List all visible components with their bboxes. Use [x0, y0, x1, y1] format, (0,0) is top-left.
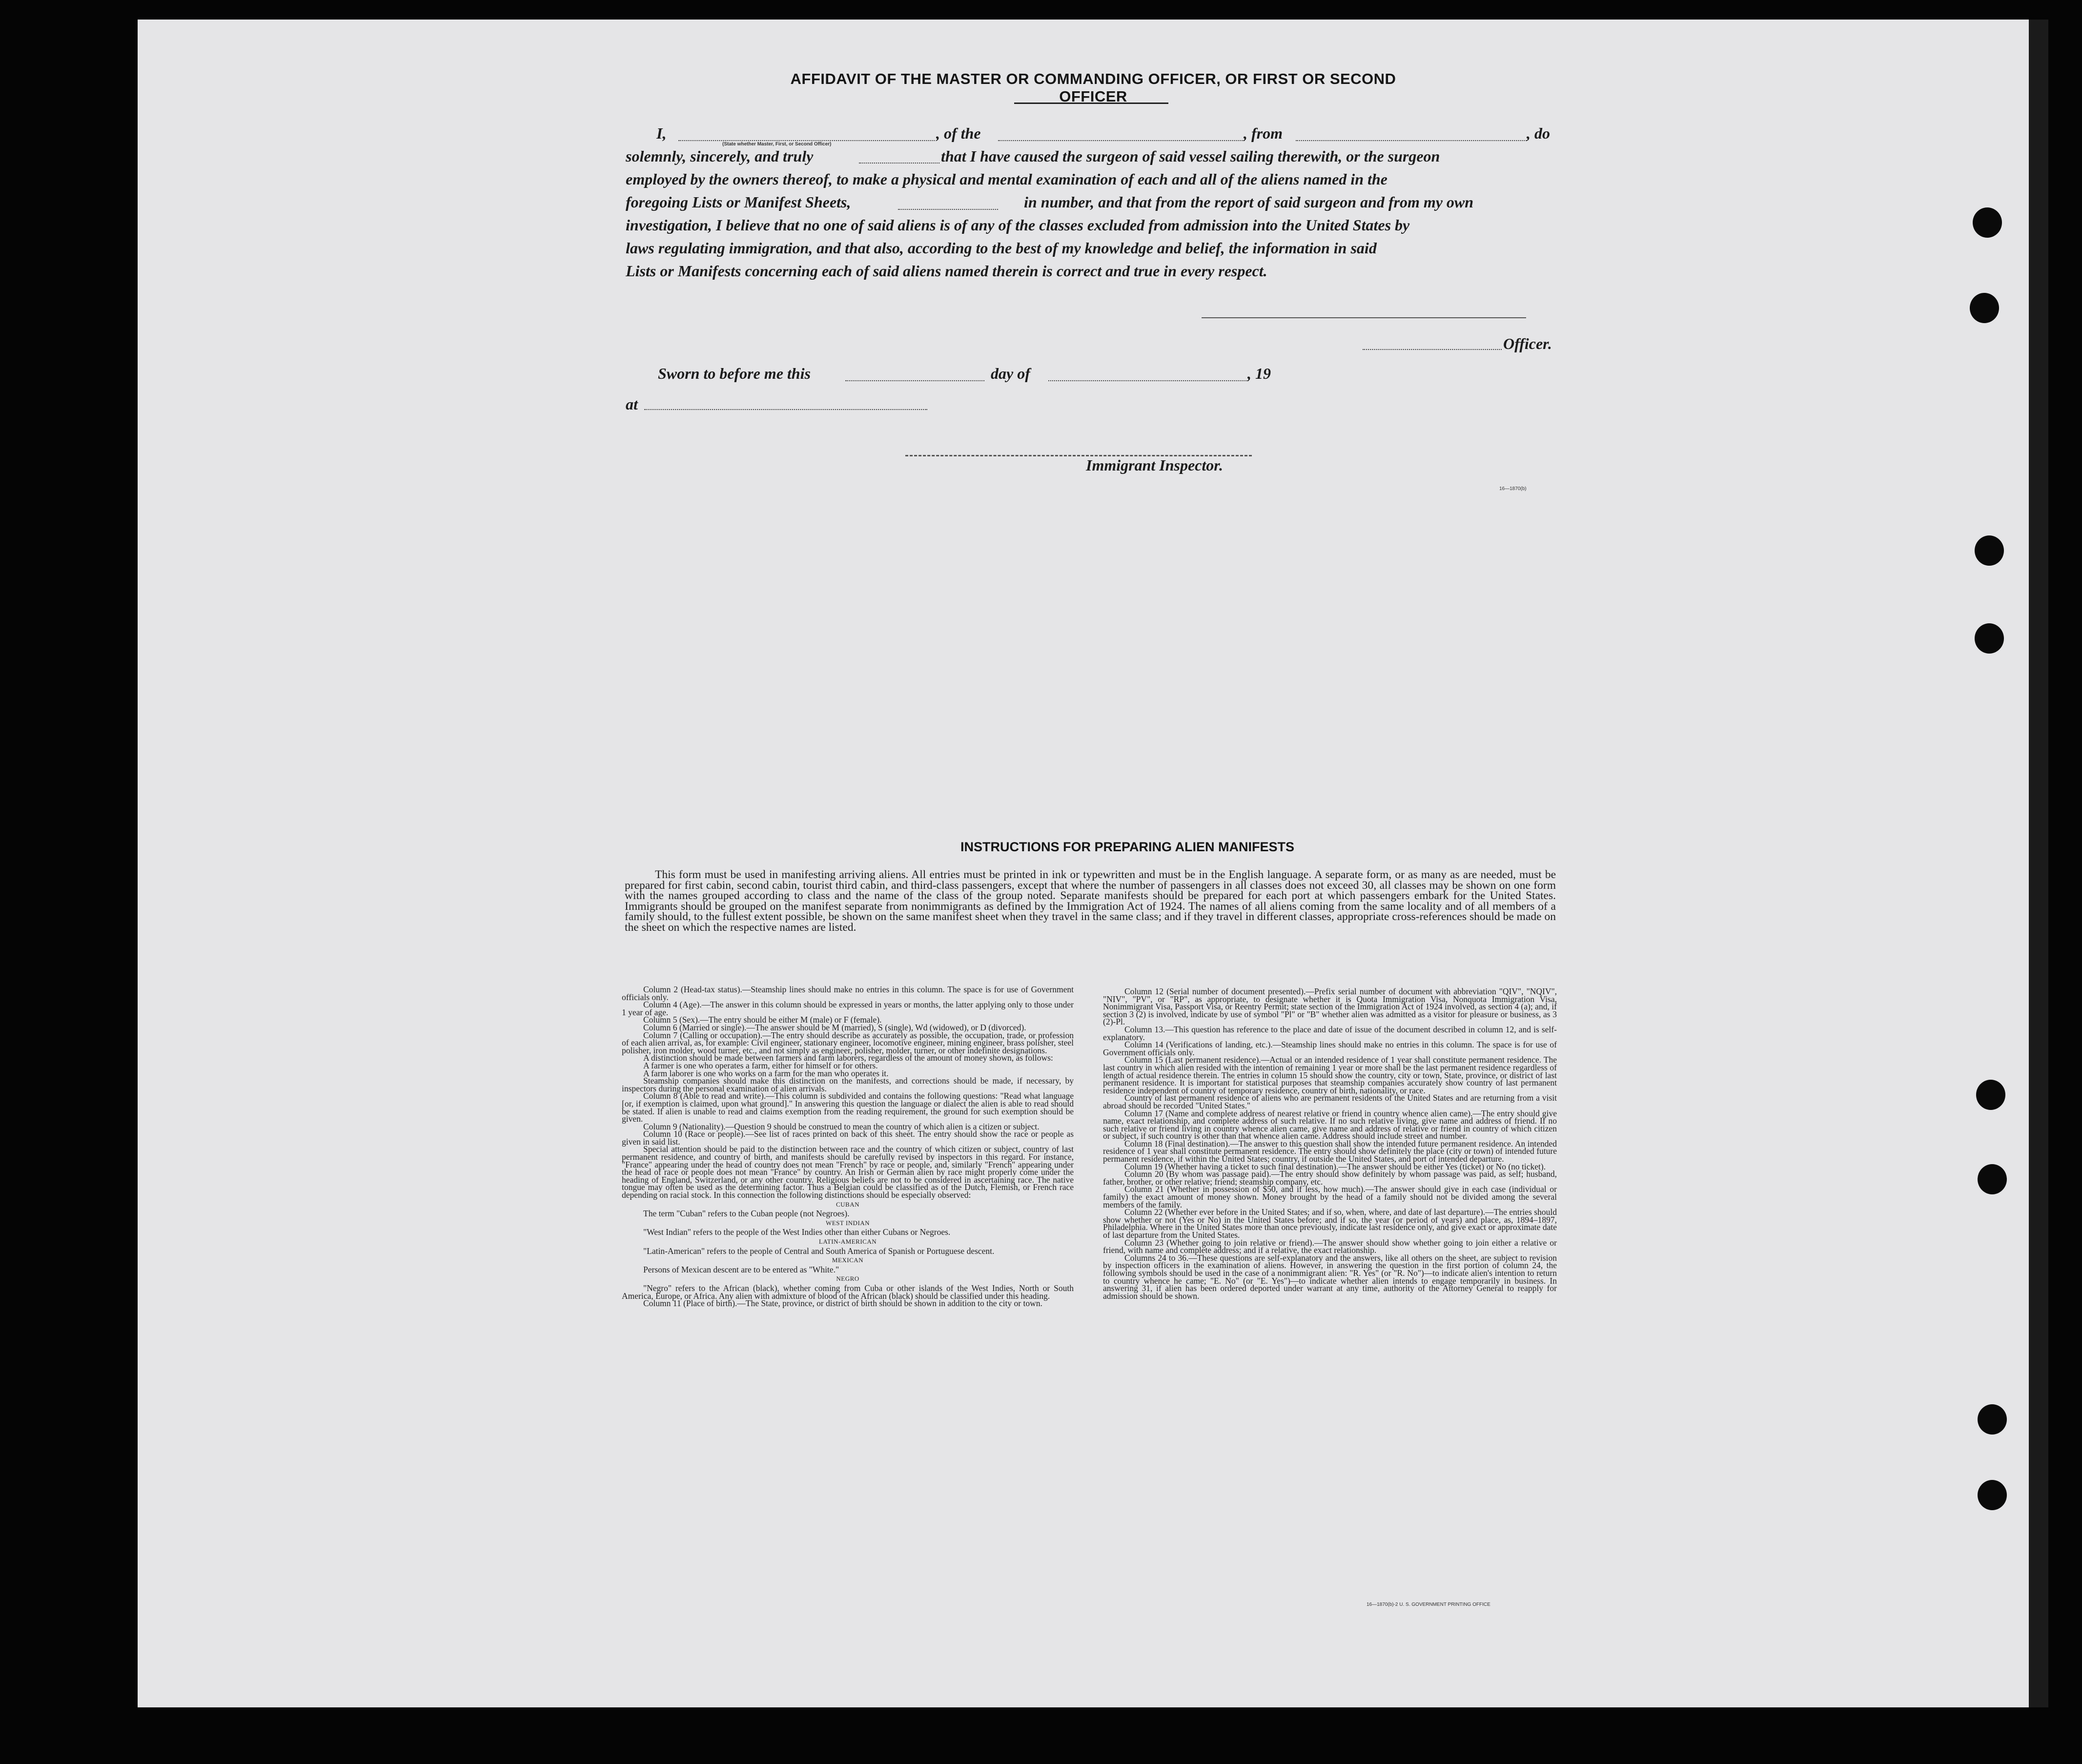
affidavit-line2-start: solemnly, sincerely, and truly [626, 147, 814, 165]
line2-blank [859, 163, 939, 164]
do-label: , do [1527, 124, 1550, 142]
punch-hole [1973, 207, 2002, 238]
signature-line[interactable] [1202, 317, 1526, 318]
instruction-paragraph: Column 23 (Whether going to join relative or friend).—The answer should show whether going to join either a relative or friend, with name and complete address; and if a relative, the exact relationship. [1103, 1237, 1557, 1255]
officer-signature-field[interactable] [1363, 349, 1502, 350]
affidavit-title: AFFIDAVIT OF THE MASTER OR COMMANDING OFFICER, OR FIRST OR SECOND OFFICER [790, 70, 1396, 105]
instruction-paragraph: Column 21 (Whether in possession of $50, and if less, how much).—The answer should give in each case (individual or family) the exact amount of money shown. Money brought by the head of a family should not be divided among the several members of the family. [1103, 1184, 1557, 1210]
alien-count-field[interactable] [898, 209, 998, 210]
page-edge-shadow [2029, 20, 2048, 1707]
affidavit-line4-rest: in number, and that from the report of said surgeon and from my own [1024, 193, 1474, 211]
cuban-definition: The term "Cuban" refers to the Cuban people (not Negroes). [643, 1209, 850, 1219]
instruction-paragraph: Column 15 (Last permanent residence).—Actual or an intended residence of 1 year shall constitute permanent residence. The last country in which alien resided with the intention of remaining 1 year or more shall be the last permanent residence regardless of length of actual residence therein. The entries in column 15 should show the country, city or town, State, province, or district of last permanent residence. It is important for statistical purposes that steamship companies accurately show country of last permanent residence independent of country of temporary residence, country of birth, nationality, or race. [1103, 1055, 1557, 1095]
vessel-name-field[interactable] [998, 140, 1245, 141]
instruction-paragraph: Column 6 (Married or single).—The answer should be M (married), S (single), Wd (widowed), or D (divorced). [643, 1022, 1026, 1032]
instructions-title: INSTRUCTIONS FOR PREPARING ALIEN MANIFESTS [960, 840, 1295, 854]
instruction-paragraph: Column 17 (Name and complete address of nearest relative or friend in country whence alien came).—The entry should give name, exact relationship, and complete address of such relative. If no such relative living, give name and address of friend. If no such relative or friend living in country whence alien came, give name and address of relative or friend in country of which citizen or subject, if such country is other than that whence alien came. Address should include street and number. [1103, 1108, 1557, 1141]
affidavit-line2-rest: that I have caused the surgeon of said vessel sailing therewith, or the surgeon [941, 147, 1440, 165]
form-number: 16—1870(b) [1499, 486, 1527, 492]
punch-hole [1978, 1404, 2007, 1435]
instruction-paragraph: Column 4 (Age).—The answer in this column should be expressed in years or months, the latter applying only to those under 1 year of age. [622, 1000, 1074, 1017]
instruction-paragraph: Column 5 (Sex).—The entry should be either M (male) or F (female). [643, 1015, 882, 1025]
instructions-intro: This form must be used in manifesting arriving aliens. All entries must be printed in ink or typewritten and must be in the English language. A separate form, or as many as are needed, must be prepared for first cabin, second cabin, tourist third cabin, and third-class passengers, except that where the number of passengers in all classes does not exceed 30, all classes may be shown on one form with the names grouped according to class and the name of the class of the group noted. Separate manifests should be prepared for each port at which passengers embark for the United States. Immigrants should be grouped on the manifest separate from nonimmigrants as defined by the Immigration Act of 1924. The names of all aliens coming from the same locality and of all members of a family should, to the fullest extent possible, be shown on the same manifest sheet when they travel in the same class; and if they travel in different classes, appropriate cross-references should be made on the sheet on which the respective names are listed. [625, 868, 1556, 934]
punch-hole [1970, 293, 1999, 323]
sworn-place-field[interactable] [644, 409, 927, 410]
latin-american-definition: "Latin-American" refers to the people of Central and South America of Spanish or Portuguese descent. [643, 1246, 995, 1256]
punch-hole [1978, 1164, 2007, 1194]
instruction-paragraph: Column 13.—This question has reference to the place and date of issue of the document described in column 12, and is self-explanatory. [1103, 1024, 1557, 1042]
instruction-paragraph: Column 10 (Race or people).—See list of races printed on back of this sheet. The entry should show the race or people as given in said list. [622, 1129, 1074, 1147]
affidavit-line4-start: foregoing Lists or Manifest Sheets, [626, 193, 851, 211]
west-indian-heading: WEST INDIAN [825, 1219, 870, 1227]
instruction-paragraph: Column 19 (Whether having a ticket to such final destination).—The answer should be either Yes (ticket) or No (no ticket). [1124, 1161, 1546, 1171]
instruction-paragraph: Columns 24 to 36.—These questions are self-explanatory and the answers, like all others on the sheet, are subject to revision by inspection officers in the examination of aliens. However, in answering the question in the first portion of column 24, the following symbols should be used in the case of a nonimmigrant alien: "R. Yes" (or "R. No")—to indicate alien's intention to return to country whence he came; "E. No" (or "E. Yes")—to indicate whether alien intends to engage temporarily in business. In answering 31, if alien has been ordered deported under warrant at any time, authority of the Attorney General to reapply for admission should be shown. [1103, 1252, 1557, 1301]
instruction-paragraph: Column 8 (Able to read and write).—This column is subdivided and contains the following questions: "Read what language [or, if exemption is claimed, upon what ground]." In answering this question the language or dialect the alien is able to read should be stated. If alien is unable to read and claims exemption from the reading requirement, the ground for such exemption should be given. [622, 1091, 1074, 1124]
of-the-label: , of the [936, 124, 981, 142]
sworn-month-field[interactable] [1048, 380, 1248, 381]
rank-note: (State whether Master, First, or Second Officer) [722, 142, 832, 147]
mexican-definition: Persons of Mexican descent are to be entered as "White." [643, 1264, 839, 1274]
instruction-paragraph: A farmer is one who operates a farm, either for himself or for others. [643, 1060, 878, 1070]
officer-rank-field[interactable] [678, 140, 935, 141]
instruction-paragraph: Column 20 (By whom was passage paid).—The entry should show definitely by whom passage was paid, as self; husband, father, brother, or other relative; friend; steamship company, etc. [1103, 1169, 1557, 1187]
year-label: , 19 [1247, 365, 1271, 382]
punch-hole [1975, 535, 2004, 566]
inspector-label: Immigrant Inspector. [1086, 456, 1223, 474]
at-label: at [626, 395, 638, 413]
officer-label: Officer. [1503, 335, 1552, 352]
sworn-label: Sworn to before me this [658, 365, 811, 382]
instruction-paragraph: Column 9 (Nationality).—Question 9 should be construed to mean the country of which alien is a citizen or subject. [643, 1121, 1040, 1131]
instruction-paragraph: Country of last permanent residence of aliens who are permanent residents of the United States and are returning from a visit abroad should be recorded "United States." [1103, 1093, 1557, 1110]
column11-instruction: Column 11 (Place of birth).—The State, province, or district of birth should be shown in addition to the city or town. [643, 1298, 1042, 1309]
instruction-paragraph: Special attention should be paid to the distinction between race and the country of which citizen or subject, country of last permanent residence, and country of birth, and manifests should be carefully revised by inspectors in this regard. For instance, "France" appearing under the head of country does not mean "French" by race or people, and, similarly "French" appearing under the head of race or people does not mean "France" by country. An Irish or German alien by race might properly come under the heading of England, Switzerland, or any other country. Religious beliefs are not to be considered in ascertaining race. The native tongue may often be used as the determining factor. Thus a Belgian could be classified as of the Dutch, Flemish, or French race depending on racial stock. In this connection the following distinctions should be especially observed: [622, 1144, 1074, 1200]
punch-hole [1976, 1080, 2005, 1110]
west-indian-definition: "West Indian" refers to the people of the West Indies other than either Cubans or Negroes. [643, 1227, 951, 1237]
negro-definition: "Negro" refers to the African (black), whether coming from Cuba or other islands of the West Indies, North or South America, Europe, or Africa. Any alien with admixture of blood of the African (black) should be classified under this heading. [622, 1283, 1074, 1301]
instruction-paragraph: Column 22 (Whether ever before in the United States; and if so, when, where, and date of last departure).—The entries should show whether or not (Yes or No) in the United States before; and if so, the year (or period of years) and place, as, 1894–1897, Philadelphia. Where in the United States more than once previously, indicate last residence only, and give exact or approximate date of last departure from the United States. [1103, 1207, 1557, 1240]
instruction-paragraph: Column 7 (Calling or occupation).—The entry should describe as accurately as possible, the occupation, trade, or profession of each alien arrival, as, for example: Civil engineer, stationary engineer, locomotive engineer, mining engineer, brass polisher, steel polisher, iron molder, wood turner, etc., and not simply as engineer, polisher, molder, turner, or other indefinite designations. [622, 1030, 1074, 1055]
day-of-label: day of [991, 365, 1030, 382]
printing-office-footer: 16—1870(b)-2 U. S. GOVERNMENT PRINTING OFFICE [1367, 1602, 1490, 1607]
negro-heading: NEGRO [836, 1275, 859, 1283]
punch-hole [1978, 1480, 2007, 1510]
latin-american-heading: LATIN-AMERICAN [818, 1238, 877, 1245]
affidavit-line3: employed by the owners thereof, to make a physical and mental examination of each and all of the aliens named in the [626, 170, 1388, 188]
instructions-right-column [1103, 988, 1557, 1300]
mexican-heading: MEXICAN [832, 1256, 864, 1264]
affidavit-i-label: I, [656, 124, 667, 142]
departure-port-field[interactable] [1296, 140, 1527, 141]
sworn-day-field[interactable] [845, 380, 984, 381]
affidavit-line7: Lists or Manifests concerning each of said aliens named therein is correct and true in every respect. [626, 262, 1267, 280]
instruction-paragraph: Column 12 (Serial number of document presented).—Prefix serial number of document with abbreviation "QIV", "NQIV", "NIV", "PV", or "RP", as appropriate, to designate whether it is Quota Immigration Visa, Nonquota Immigration Visa, Nonimmigrant Visa, Passport Visa, or Reentry Permit; state section of the Immigration Act of 1924 involved, as section 4 (a); and, if section 3 (2) is involved, indicate by use of symbol "Pl" or "B" whether alien was admitted as a visitor for pleasure or business, as 3 (2)-Pl. [1103, 986, 1557, 1027]
instruction-paragraph: Column 2 (Head-tax status).—Steamship lines should make no entries in this column. The space is for use of Government officials only. [622, 985, 1074, 1002]
punch-hole [1975, 623, 2004, 654]
from-label: , from [1244, 124, 1283, 142]
instruction-paragraph: Column 18 (Final destination).—The answer to this question shall show the intended future permanent residence. An intended residence of 1 year shall constitute permanent residence. The entry should show definitely the place (city or town) of intended future permanent residence, if within the United States; country, if outside the United States, and port of intended departure. [1103, 1138, 1557, 1164]
instruction-paragraph: Steamship companies should make this distinction on the manifests, and corrections should be made, if necessary, by inspectors during the personal examination of alien arrivals. [622, 1076, 1074, 1093]
affidavit-line6: laws regulating immigration, and that also, according to the best of my knowledge and belief, the information in said [626, 239, 1377, 257]
instruction-paragraph: A farm laborer is one who works on a farm for the man who operates it. [643, 1068, 889, 1078]
cuban-heading: CUBAN [836, 1200, 859, 1208]
instructions-left-column [622, 986, 1074, 1308]
instruction-paragraph: A distinction should be made between farmers and farm laborers, regardless of the amount of money shown, as follows: [643, 1053, 1053, 1063]
instruction-paragraph: Column 14 (Verifications of landing, etc.).—Steamship lines should make no entries in this column. The space is for use of Government officials only. [1103, 1040, 1557, 1057]
title-underline [1014, 103, 1168, 104]
affidavit-line5: investigation, I believe that no one of said aliens is of any of the classes excluded from admission into the United States by [626, 216, 1410, 234]
